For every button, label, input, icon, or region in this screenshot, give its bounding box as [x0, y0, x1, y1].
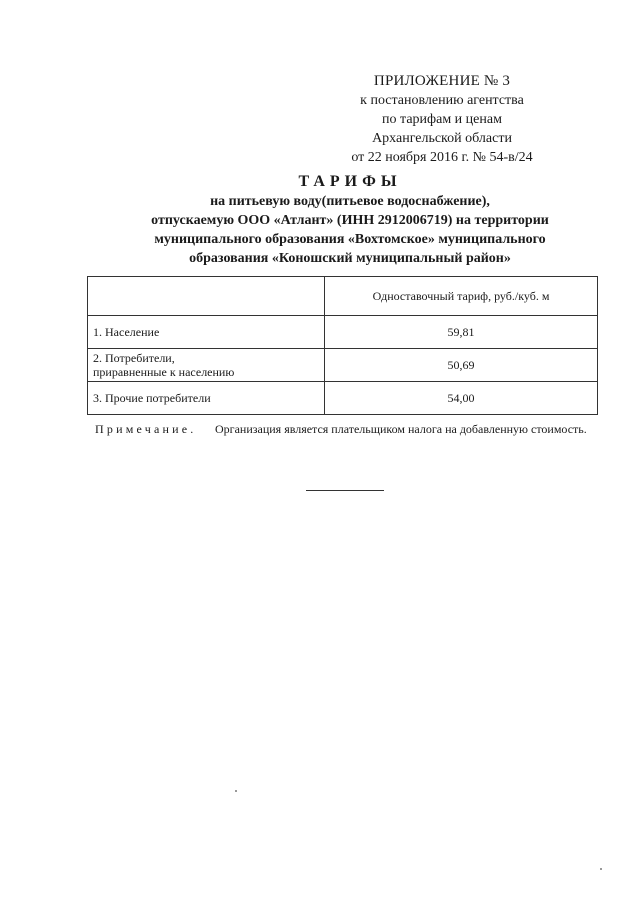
- consumer-label: 3. Прочие потребители: [93, 391, 211, 405]
- tariff-value-cell: 54,00: [325, 382, 598, 415]
- subtitle-line-1: на питьевую воду(питьевое водоснабжение),: [210, 194, 490, 209]
- consumer-cell: [88, 382, 325, 415]
- appendix-line-date: от 22 ноября 2016 г. № 54-в/24: [351, 150, 533, 165]
- scan-speck: [600, 868, 602, 870]
- closing-separator-line: [306, 490, 384, 491]
- document-title-block: [80, 172, 620, 268]
- subtitle-line-2: отпускаемую ООО «Атлант» (ИНН 2912006719) на территории: [151, 213, 549, 228]
- consumer-cell: [88, 349, 325, 382]
- scan-speck: [235, 790, 237, 792]
- tariff-value-cell: 59,81: [325, 316, 598, 349]
- consumer-label-continued: приравненные к населению: [93, 365, 235, 379]
- header-consumer-cell: [88, 277, 325, 316]
- appendix-line-decree: к постановлению агентства: [360, 93, 524, 108]
- consumer-label: 1. Население: [93, 325, 160, 339]
- document-title: ТАРИФЫ: [298, 173, 402, 190]
- appendix-line-agency: по тарифам и ценам: [382, 112, 502, 127]
- header-tariff-cell: Одноставочный тариф, руб./куб. м: [325, 277, 598, 316]
- subtitle-line-3: муниципального образования «Вохтомское» муниципального: [154, 232, 546, 247]
- table-row: [88, 349, 598, 382]
- table-header-row: [88, 277, 598, 316]
- note-label: Примечание.: [95, 422, 197, 436]
- appendix-title: ПРИЛОЖЕНИЕ № 3: [373, 73, 511, 89]
- appendix-line-region: Архангельской области: [372, 131, 512, 146]
- consumer-cell: [88, 316, 325, 349]
- tariff-value-cell: 50,69: [325, 349, 598, 382]
- consumer-label: 2. Потребители,: [93, 351, 175, 365]
- subtitle-line-4: образования «Коношский муниципальный район»: [189, 251, 511, 266]
- appendix-header: [312, 72, 572, 167]
- note-text: Организация является плательщиком налога на добавленную стоимость.: [215, 422, 587, 436]
- tariff-table: [87, 276, 598, 415]
- table-row: [88, 382, 598, 415]
- table-row: [88, 316, 598, 349]
